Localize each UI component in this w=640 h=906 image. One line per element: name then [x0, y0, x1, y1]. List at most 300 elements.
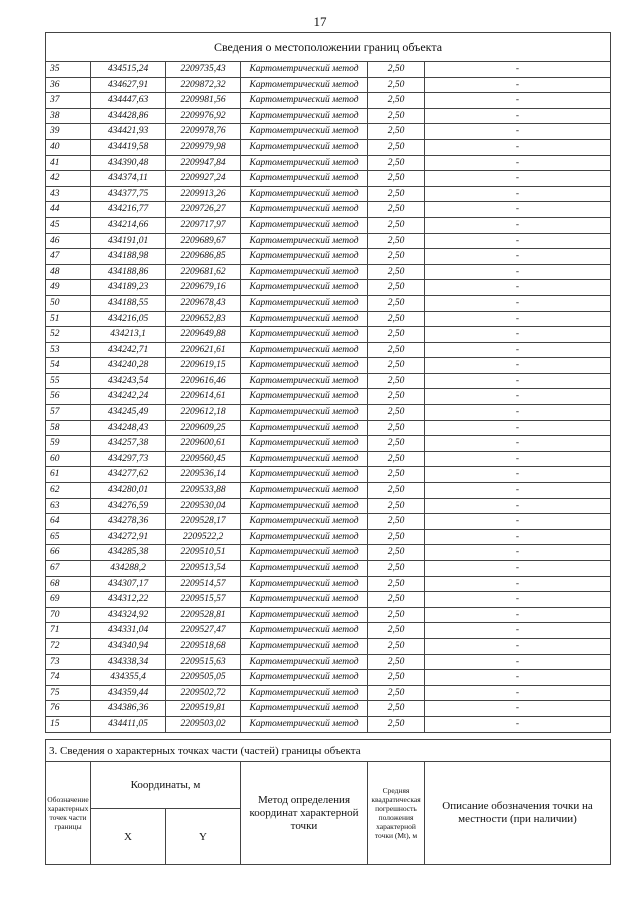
page-number: 17	[313, 14, 327, 29]
accuracy: 2,50	[368, 389, 425, 405]
point-number: 55	[46, 373, 91, 389]
table-row	[46, 202, 611, 218]
description: -	[425, 217, 611, 233]
description: -	[425, 514, 611, 530]
method: Картометрический метод	[241, 373, 368, 389]
coord-x: 434447,63	[91, 93, 166, 109]
table-row	[46, 373, 611, 389]
coord-y: 2209515,57	[166, 592, 241, 608]
coord-x: 434213,1	[91, 327, 166, 343]
coord-y: 2209612,18	[166, 405, 241, 421]
point-number: 35	[46, 62, 91, 78]
accuracy: 2,50	[368, 529, 425, 545]
description: -	[425, 358, 611, 374]
coord-y: 2209560,45	[166, 451, 241, 467]
method: Картометрический метод	[241, 483, 368, 499]
point-number: 69	[46, 592, 91, 608]
table-row	[46, 576, 611, 592]
coord-x: 434307,17	[91, 576, 166, 592]
accuracy: 2,50	[368, 420, 425, 436]
accuracy: 2,50	[368, 467, 425, 483]
table-row	[46, 436, 611, 452]
accuracy: 2,50	[368, 124, 425, 140]
table-row	[46, 171, 611, 187]
coord-x: 434324,92	[91, 607, 166, 623]
coord-y: 2209621,61	[166, 342, 241, 358]
method: Картометрический метод	[241, 592, 368, 608]
point-number: 41	[46, 155, 91, 171]
table-row	[46, 342, 611, 358]
point-number: 50	[46, 295, 91, 311]
coord-x: 434216,05	[91, 311, 166, 327]
accuracy: 2,50	[368, 202, 425, 218]
point-number: 71	[46, 623, 91, 639]
coord-x: 434214,66	[91, 217, 166, 233]
coord-y: 2209679,16	[166, 280, 241, 296]
point-number: 45	[46, 217, 91, 233]
table-row	[46, 654, 611, 670]
description: -	[425, 77, 611, 93]
accuracy: 2,50	[368, 311, 425, 327]
accuracy: 2,50	[368, 358, 425, 374]
method: Картометрический метод	[241, 217, 368, 233]
method: Картометрический метод	[241, 77, 368, 93]
coord-x: 434411,05	[91, 716, 166, 732]
header-y: Y	[166, 809, 241, 865]
point-number: 73	[46, 654, 91, 670]
description: -	[425, 155, 611, 171]
header-x: X	[91, 809, 166, 865]
method: Картометрический метод	[241, 202, 368, 218]
table-row	[46, 139, 611, 155]
point-number: 44	[46, 202, 91, 218]
coord-y: 2209726,27	[166, 202, 241, 218]
method: Картометрический метод	[241, 420, 368, 436]
description: -	[425, 420, 611, 436]
point-number: 60	[46, 451, 91, 467]
point-number: 36	[46, 77, 91, 93]
description: -	[425, 171, 611, 187]
method: Картометрический метод	[241, 249, 368, 265]
section3-table	[45, 739, 611, 865]
point-number: 67	[46, 561, 91, 577]
header-accuracy: Средняя квадратическая погрешность положения характерной точки (Mt), м	[368, 762, 425, 865]
point-number: 49	[46, 280, 91, 296]
coord-y: 2209515,63	[166, 654, 241, 670]
point-number: 64	[46, 514, 91, 530]
coord-y: 2209502,72	[166, 685, 241, 701]
description: -	[425, 654, 611, 670]
accuracy: 2,50	[368, 498, 425, 514]
method: Картометрический метод	[241, 701, 368, 717]
method: Картометрический метод	[241, 576, 368, 592]
accuracy: 2,50	[368, 685, 425, 701]
accuracy: 2,50	[368, 451, 425, 467]
coord-y: 2209976,92	[166, 108, 241, 124]
table-row	[46, 280, 611, 296]
coord-y: 2209978,76	[166, 124, 241, 140]
coord-x: 434312,22	[91, 592, 166, 608]
description: -	[425, 467, 611, 483]
table-row	[46, 716, 611, 732]
coord-x: 434386,36	[91, 701, 166, 717]
coord-y: 2209947,84	[166, 155, 241, 171]
method: Картометрический метод	[241, 685, 368, 701]
point-number: 54	[46, 358, 91, 374]
table-row	[46, 420, 611, 436]
point-number: 58	[46, 420, 91, 436]
description: -	[425, 716, 611, 732]
description: -	[425, 498, 611, 514]
point-number: 46	[46, 233, 91, 249]
coord-x: 434428,86	[91, 108, 166, 124]
table-row	[46, 592, 611, 608]
description: -	[425, 405, 611, 421]
section-title: Сведения о местоположении границ объекта	[46, 33, 611, 62]
coord-y: 2209510,51	[166, 545, 241, 561]
method: Картометрический метод	[241, 124, 368, 140]
method: Картометрический метод	[241, 716, 368, 732]
method: Картометрический метод	[241, 233, 368, 249]
coord-x: 434276,59	[91, 498, 166, 514]
description: -	[425, 233, 611, 249]
section3-title: 3. Сведения о характерных точках части (частей) границы объекта	[46, 740, 611, 762]
method: Картометрический метод	[241, 623, 368, 639]
coord-x: 434189,23	[91, 280, 166, 296]
description: -	[425, 436, 611, 452]
method: Картометрический метод	[241, 514, 368, 530]
point-number: 39	[46, 124, 91, 140]
coord-y: 2209522,2	[166, 529, 241, 545]
point-number: 40	[46, 139, 91, 155]
description: -	[425, 264, 611, 280]
method: Картометрический метод	[241, 607, 368, 623]
table-row	[46, 77, 611, 93]
table-row	[46, 389, 611, 405]
method: Картометрический метод	[241, 295, 368, 311]
point-number: 52	[46, 327, 91, 343]
coord-y: 2209872,32	[166, 77, 241, 93]
table-row	[46, 451, 611, 467]
coord-x: 434331,04	[91, 623, 166, 639]
point-number: 53	[46, 342, 91, 358]
description: -	[425, 685, 611, 701]
coord-y: 2209981,56	[166, 93, 241, 109]
table-row	[46, 249, 611, 265]
table-row	[46, 529, 611, 545]
coord-y: 2209527,47	[166, 623, 241, 639]
table-row	[46, 670, 611, 686]
coord-y: 2209979,98	[166, 139, 241, 155]
method: Картометрический метод	[241, 451, 368, 467]
coord-x: 434285,38	[91, 545, 166, 561]
accuracy: 2,50	[368, 342, 425, 358]
description: -	[425, 483, 611, 499]
description: -	[425, 561, 611, 577]
coord-x: 434272,91	[91, 529, 166, 545]
description: -	[425, 607, 611, 623]
coord-y: 2209513,54	[166, 561, 241, 577]
header-description: Описание обозначения точки на местности (при наличии)	[425, 762, 611, 865]
table-row	[46, 155, 611, 171]
point-number: 68	[46, 576, 91, 592]
coord-x: 434245,49	[91, 405, 166, 421]
table-row	[46, 327, 611, 343]
method: Картометрический метод	[241, 155, 368, 171]
accuracy: 2,50	[368, 638, 425, 654]
point-number: 15	[46, 716, 91, 732]
coord-y: 2209649,88	[166, 327, 241, 343]
table-row	[46, 498, 611, 514]
accuracy: 2,50	[368, 623, 425, 639]
coord-y: 2209652,83	[166, 311, 241, 327]
point-number: 43	[46, 186, 91, 202]
coord-y: 2209528,17	[166, 514, 241, 530]
description: -	[425, 529, 611, 545]
accuracy: 2,50	[368, 561, 425, 577]
point-number: 37	[46, 93, 91, 109]
description: -	[425, 701, 611, 717]
point-number: 47	[46, 249, 91, 265]
description: -	[425, 186, 611, 202]
accuracy: 2,50	[368, 654, 425, 670]
method: Картометрический метод	[241, 654, 368, 670]
coord-x: 434242,71	[91, 342, 166, 358]
description: -	[425, 592, 611, 608]
accuracy: 2,50	[368, 405, 425, 421]
coord-x: 434188,86	[91, 264, 166, 280]
description: -	[425, 342, 611, 358]
description: -	[425, 124, 611, 140]
header-coordinates: Координаты, м	[91, 762, 241, 809]
coord-x: 434355,4	[91, 670, 166, 686]
description: -	[425, 249, 611, 265]
method: Картометрический метод	[241, 93, 368, 109]
method: Картометрический метод	[241, 342, 368, 358]
accuracy: 2,50	[368, 373, 425, 389]
coord-y: 2209609,25	[166, 420, 241, 436]
method: Картометрический метод	[241, 467, 368, 483]
table-row	[46, 514, 611, 530]
coord-x: 434216,77	[91, 202, 166, 218]
table-row	[46, 405, 611, 421]
description: -	[425, 638, 611, 654]
method: Картометрический метод	[241, 638, 368, 654]
coord-x: 434338,34	[91, 654, 166, 670]
coord-x: 434297,73	[91, 451, 166, 467]
point-number: 38	[46, 108, 91, 124]
coord-y: 2209681,62	[166, 264, 241, 280]
table-row	[46, 295, 611, 311]
point-number: 65	[46, 529, 91, 545]
accuracy: 2,50	[368, 670, 425, 686]
accuracy: 2,50	[368, 217, 425, 233]
coord-x: 434191,01	[91, 233, 166, 249]
coord-x: 434340,94	[91, 638, 166, 654]
table-row	[46, 93, 611, 109]
coord-y: 2209528,81	[166, 607, 241, 623]
accuracy: 2,50	[368, 701, 425, 717]
coord-y: 2209505,05	[166, 670, 241, 686]
accuracy: 2,50	[368, 108, 425, 124]
point-number: 76	[46, 701, 91, 717]
coord-y: 2209533,88	[166, 483, 241, 499]
description: -	[425, 62, 611, 78]
method: Картометрический метод	[241, 280, 368, 296]
method: Картометрический метод	[241, 264, 368, 280]
method: Картометрический метод	[241, 139, 368, 155]
table-row	[46, 685, 611, 701]
table-row	[46, 467, 611, 483]
coord-y: 2209530,04	[166, 498, 241, 514]
description: -	[425, 139, 611, 155]
table-row	[46, 607, 611, 623]
coord-x: 434188,55	[91, 295, 166, 311]
coord-x: 434374,11	[91, 171, 166, 187]
coord-y: 2209600,61	[166, 436, 241, 452]
accuracy: 2,50	[368, 186, 425, 202]
accuracy: 2,50	[368, 264, 425, 280]
coord-y: 2209614,61	[166, 389, 241, 405]
accuracy: 2,50	[368, 280, 425, 296]
coord-x: 434377,75	[91, 186, 166, 202]
description: -	[425, 327, 611, 343]
point-number: 66	[46, 545, 91, 561]
accuracy: 2,50	[368, 77, 425, 93]
accuracy: 2,50	[368, 171, 425, 187]
coord-y: 2209689,67	[166, 233, 241, 249]
accuracy: 2,50	[368, 576, 425, 592]
table-row	[46, 124, 611, 140]
method: Картометрический метод	[241, 327, 368, 343]
coord-y: 2209616,46	[166, 373, 241, 389]
accuracy: 2,50	[368, 233, 425, 249]
method: Картометрический метод	[241, 62, 368, 78]
table-row	[46, 62, 611, 78]
description: -	[425, 108, 611, 124]
table-row	[46, 358, 611, 374]
method: Картометрический метод	[241, 389, 368, 405]
accuracy: 2,50	[368, 545, 425, 561]
accuracy: 2,50	[368, 295, 425, 311]
coord-y: 2209514,57	[166, 576, 241, 592]
coord-y: 2209913,26	[166, 186, 241, 202]
coord-x: 434288,2	[91, 561, 166, 577]
table-row	[46, 561, 611, 577]
description: -	[425, 389, 611, 405]
description: -	[425, 623, 611, 639]
method: Картометрический метод	[241, 436, 368, 452]
accuracy: 2,50	[368, 93, 425, 109]
coord-x: 434257,38	[91, 436, 166, 452]
coord-x: 434242,24	[91, 389, 166, 405]
table-row	[46, 483, 611, 499]
coord-y: 2209927,24	[166, 171, 241, 187]
coord-x: 434277,62	[91, 467, 166, 483]
coord-y: 2209518,68	[166, 638, 241, 654]
table-row	[46, 545, 611, 561]
coord-x: 434243,54	[91, 373, 166, 389]
description: -	[425, 670, 611, 686]
point-number: 59	[46, 436, 91, 452]
coord-x: 434240,28	[91, 358, 166, 374]
accuracy: 2,50	[368, 483, 425, 499]
coord-x: 434627,91	[91, 77, 166, 93]
table-row	[46, 108, 611, 124]
accuracy: 2,50	[368, 139, 425, 155]
table-row	[46, 701, 611, 717]
description: -	[425, 545, 611, 561]
coord-x: 434278,36	[91, 514, 166, 530]
point-number: 42	[46, 171, 91, 187]
description: -	[425, 280, 611, 296]
method: Картометрический метод	[241, 670, 368, 686]
accuracy: 2,50	[368, 514, 425, 530]
accuracy: 2,50	[368, 249, 425, 265]
coord-x: 434280,01	[91, 483, 166, 499]
method: Картометрический метод	[241, 529, 368, 545]
point-number: 75	[46, 685, 91, 701]
description: -	[425, 576, 611, 592]
accuracy: 2,50	[368, 716, 425, 732]
table-row	[46, 623, 611, 639]
point-number: 61	[46, 467, 91, 483]
coord-y: 2209735,43	[166, 62, 241, 78]
accuracy: 2,50	[368, 62, 425, 78]
description: -	[425, 311, 611, 327]
point-number: 72	[46, 638, 91, 654]
coord-y: 2209519,81	[166, 701, 241, 717]
method: Картометрический метод	[241, 171, 368, 187]
coord-y: 2209536,14	[166, 467, 241, 483]
point-number: 48	[46, 264, 91, 280]
accuracy: 2,50	[368, 592, 425, 608]
description: -	[425, 451, 611, 467]
point-number: 63	[46, 498, 91, 514]
description: -	[425, 93, 611, 109]
coord-y: 2209717,97	[166, 217, 241, 233]
coord-x: 434188,98	[91, 249, 166, 265]
point-number: 51	[46, 311, 91, 327]
coord-y: 2209678,43	[166, 295, 241, 311]
accuracy: 2,50	[368, 155, 425, 171]
point-number: 57	[46, 405, 91, 421]
coord-y: 2209619,15	[166, 358, 241, 374]
coord-y: 2209686,85	[166, 249, 241, 265]
point-number: 62	[46, 483, 91, 499]
method: Картометрический метод	[241, 561, 368, 577]
point-number: 56	[46, 389, 91, 405]
method: Картометрический метод	[241, 405, 368, 421]
method: Картометрический метод	[241, 311, 368, 327]
table-row	[46, 311, 611, 327]
coord-x: 434390,48	[91, 155, 166, 171]
header-method: Метод определения координат характерной точки	[241, 762, 368, 865]
header-point-designation: Обозначение характерных точек части границы	[46, 762, 91, 865]
coord-y: 2209503,02	[166, 716, 241, 732]
method: Картометрический метод	[241, 108, 368, 124]
table-row	[46, 186, 611, 202]
boundary-points-table	[45, 32, 611, 733]
coord-x: 434515,24	[91, 62, 166, 78]
description: -	[425, 373, 611, 389]
description: -	[425, 202, 611, 218]
coord-x: 434359,44	[91, 685, 166, 701]
method: Картометрический метод	[241, 186, 368, 202]
method: Картометрический метод	[241, 545, 368, 561]
coord-x: 434419,58	[91, 139, 166, 155]
table-row	[46, 264, 611, 280]
